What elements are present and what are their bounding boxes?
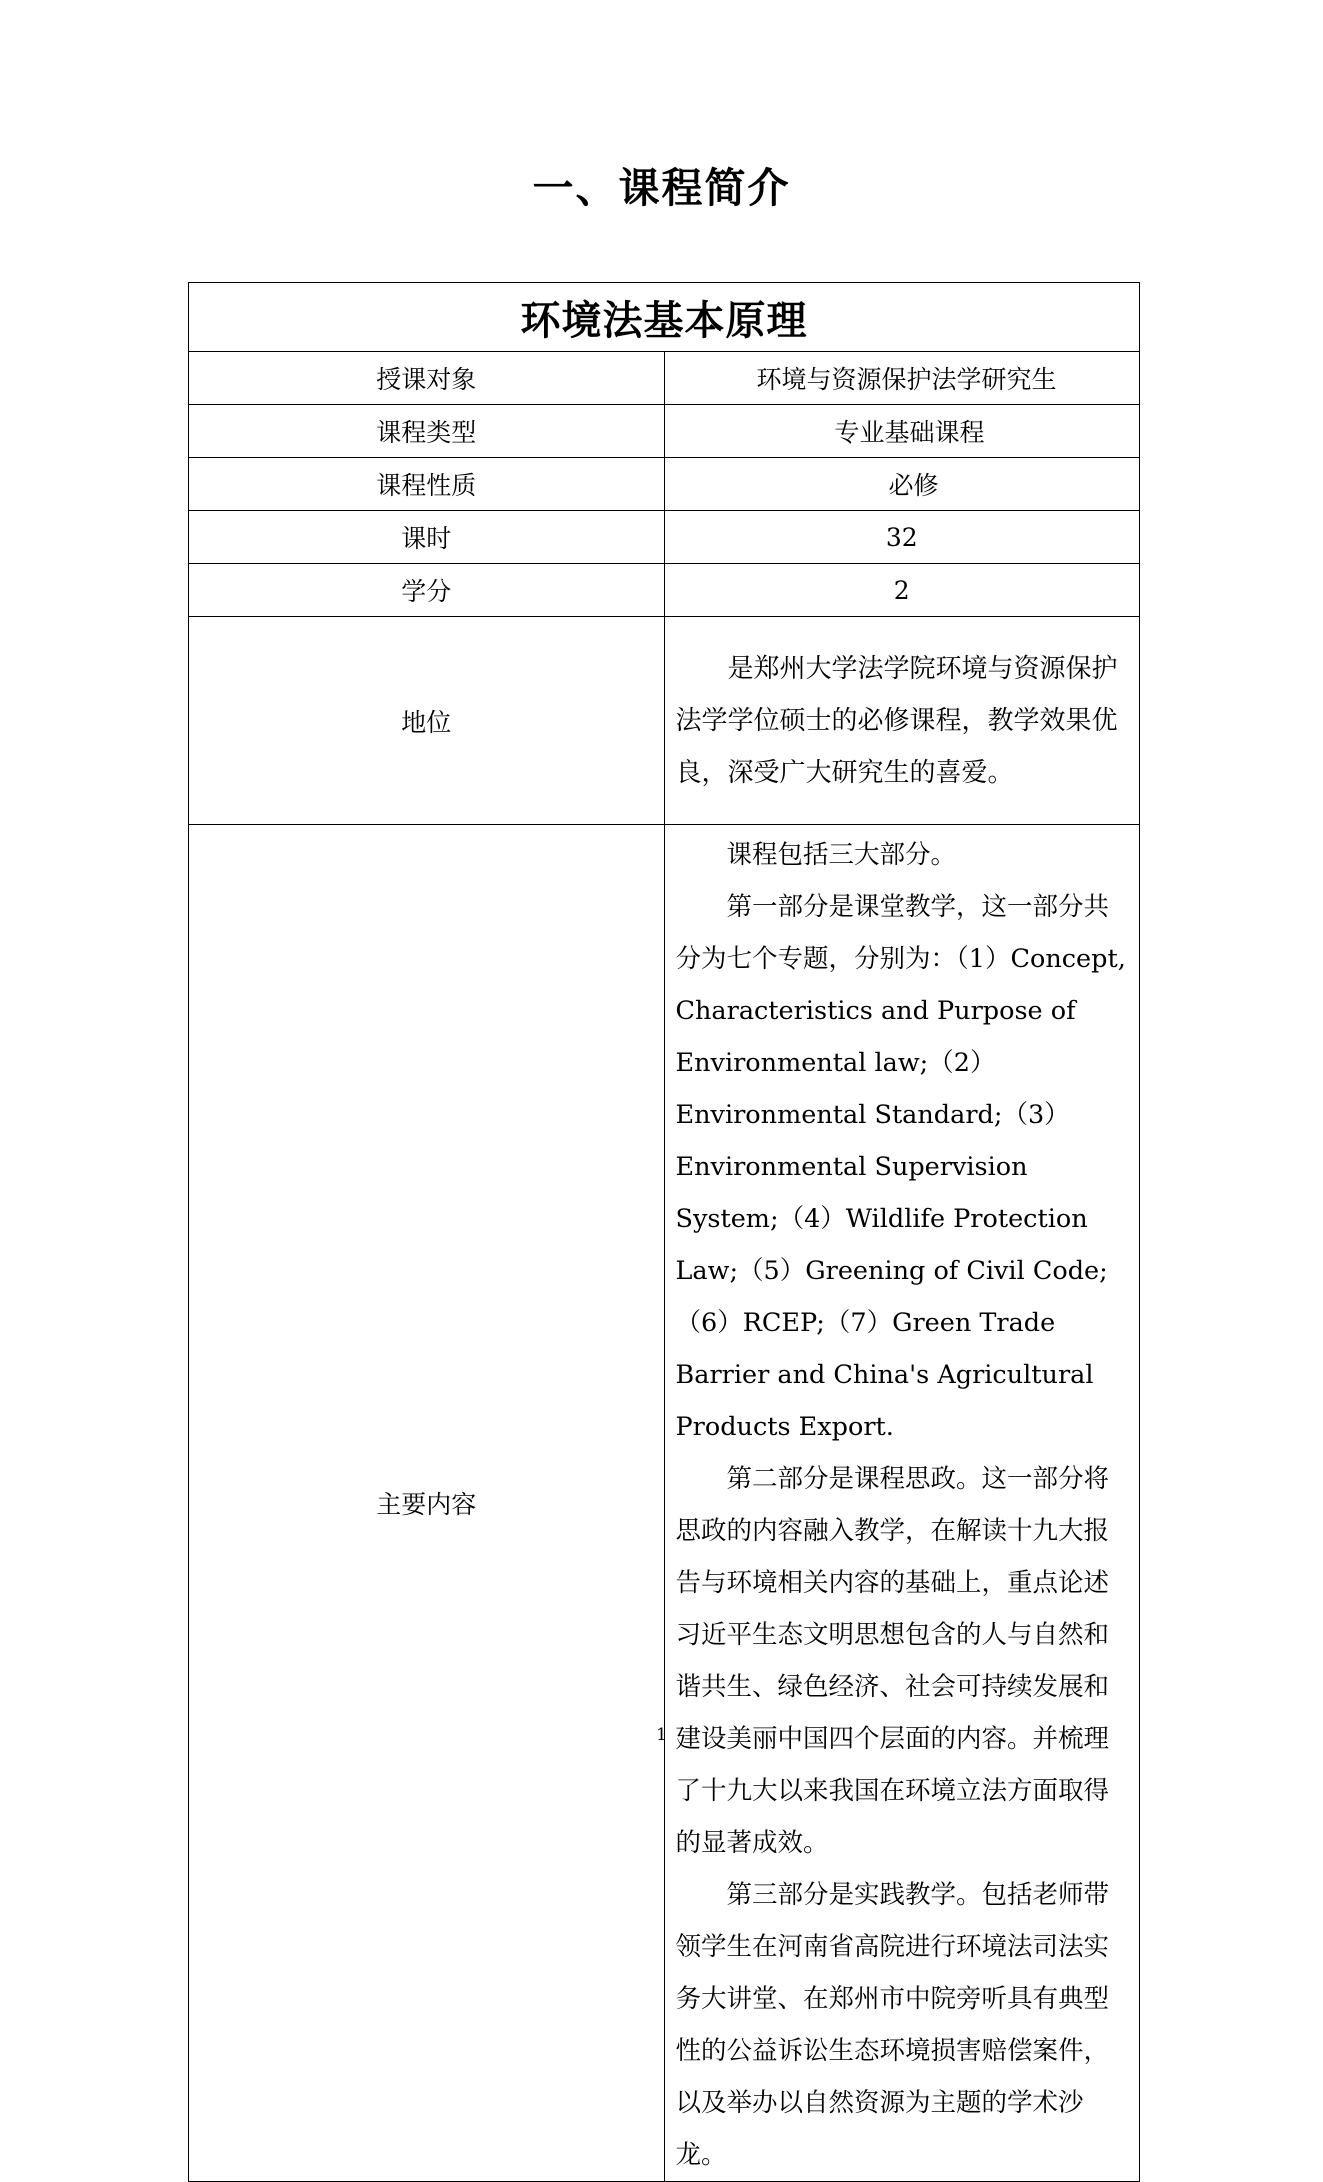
audience-label: 授课对象 xyxy=(189,352,665,405)
audience-value: 环境与资源保护法学研究生 xyxy=(664,352,1140,405)
course-type-value: 专业基础课程 xyxy=(664,405,1140,458)
table-row-position xyxy=(189,617,1140,825)
course-name-row xyxy=(189,283,1140,352)
course-name: 环境法基本原理 xyxy=(189,283,1140,352)
main-content-text xyxy=(665,825,1140,2181)
section-title: 一、课程简介 xyxy=(532,164,791,212)
table-row-course-nature xyxy=(189,458,1140,511)
position-text: 是郑州大学法学院环境与资源保护法学学位硕士的必修课程，教学效果优良，深受广大研究生的喜爱。 xyxy=(675,653,1118,788)
table-row-hours xyxy=(189,511,1140,564)
course-info-table xyxy=(188,282,1140,2182)
content-paragraph-intro: 课程包括三大部分。 xyxy=(726,840,957,870)
position-label: 地位 xyxy=(189,617,665,825)
page-number: 1 xyxy=(656,1725,667,1745)
course-nature-label: 课程性质 xyxy=(189,458,665,511)
content-paragraph-part-two: 第二部分是课程思政。这一部分将思政的内容融入教学，在解读十九大报告与环境相关内容的基础上，重点论述习近平生态文明思想包含的人与自然和谐共生、绿色经济、社会可持续发展和建设美丽中国四个层面的内容。并梳理了十九大以来我国在环境立法方面取得的显著成效。 xyxy=(675,1464,1110,1858)
main-content-label: 主要内容 xyxy=(189,825,665,2182)
table-row-main-content xyxy=(189,825,1140,2182)
credits-label: 学分 xyxy=(189,564,665,617)
table-row-audience xyxy=(189,352,1140,405)
table-row-course-type xyxy=(189,405,1140,458)
table-row-credits xyxy=(189,564,1140,617)
main-content-cell xyxy=(664,825,1140,2182)
course-nature-value: 必修 xyxy=(664,458,1140,511)
hours-value: 32 xyxy=(664,511,1140,564)
credits-value: 2 xyxy=(664,564,1140,617)
content-paragraph-part-three: 第三部分是实践教学。包括老师带领学生在河南省高院进行环境法司法实务大讲堂、在郑州市中院旁听具有典型性的公益诉讼生态环境损害赔偿案件，以及举办以自然资源为主题的学术沙龙。 xyxy=(675,1880,1110,2170)
hours-label: 课时 xyxy=(189,511,665,564)
course-type-label: 课程类型 xyxy=(189,405,665,458)
content-paragraph-part-one: 第一部分是课堂教学，这一部分共分为七个专题，分别为：（1）Concept, Characteristics and Purpose of Environmental law;（2）Environmental Standard;（3）Environmental Supervision System;（4）Wildlife Protection Law;（5）Greening of Civil Code;（6）RCEP;（7）Green Trade Barrier and China's Agricultural Products Export. xyxy=(675,892,1126,1442)
position-cell xyxy=(664,617,1140,825)
